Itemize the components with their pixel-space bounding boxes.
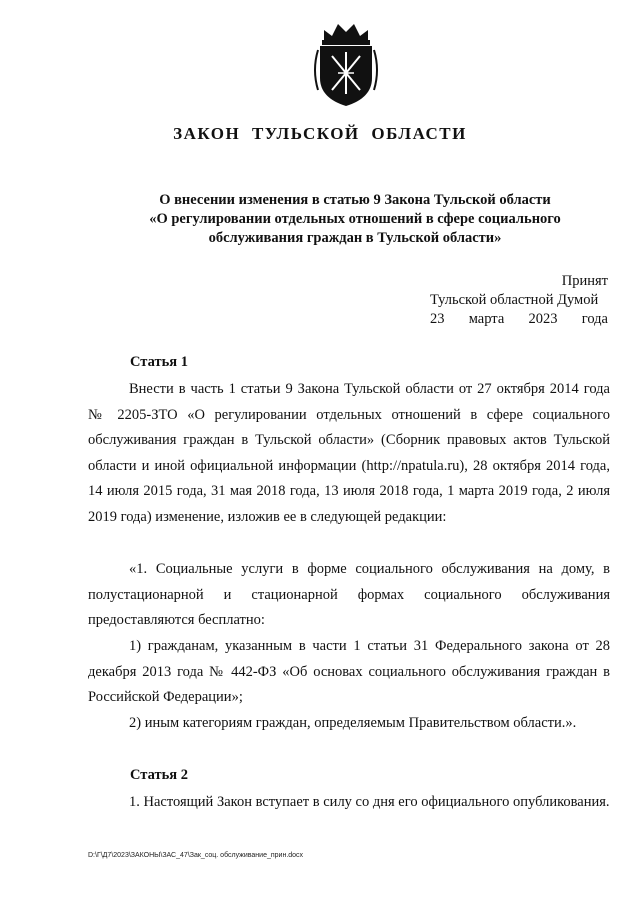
law-title: ЗАКОН ТУЛЬСКОЙ ОБЛАСТИ	[173, 124, 467, 143]
adoption-day: 23	[430, 311, 445, 327]
amendment-item-1: 1) гражданам, указанным в части 1 статьи 31 Федерального закона от 28 декабря 2013 года № 442-ФЗ «Об основах социального обслуживания граждан в Российской Федерации»;	[88, 638, 610, 705]
amendment-item-2: 2) иным категориям граждан, определяемым Правительством области.».	[129, 715, 577, 731]
adopted-label: Принят	[561, 273, 608, 289]
adopted-by: Тульской областной Думой	[430, 292, 599, 308]
tula-coat-of-arms-icon	[310, 20, 382, 108]
law-subject	[120, 191, 590, 248]
subject-line: О внесении изменения в статью 9 Закона Тульской области	[159, 192, 551, 208]
article-1-heading: Статья 1	[130, 354, 188, 370]
article-2-paragraph: 1. Настоящий Закон вступает в силу со дня его официального опубликования.	[129, 794, 610, 810]
adoption-year: 2023	[528, 311, 558, 327]
article-2-heading: Статья 2	[130, 767, 188, 783]
adoption-block	[430, 272, 608, 329]
amendment-paragraph: «1. Социальные услуги в форме социального обслуживания на дому, в полустационарной и стационарной формах социального обслуживания предоставляются бесплатно:	[88, 561, 610, 628]
article-1-paragraph: Внести в часть 1 статьи 9 Закона Тульской области от 27 октября 2014 года № 2205-ЗТО «О регулировании отдельных отношений в сфере социального обслуживания граждан в Тульской области» (Сборник правовых актов Тульской области и иной официальной информации (http://npatula.ru), 28 октября 2014 года, 14 июля 2015 года, 31 мая 2018 года, 13 июля 2018 года, 1 марта 2019 года, 2 июля 2019 года) изменение, изложив ее в следующей редакции:	[88, 381, 610, 525]
adoption-year-word: года	[581, 311, 608, 327]
subject-line: «О регулировании отдельных отношений в сфере социального	[149, 211, 561, 227]
file-path-footer: D:\Г\Д7\2023\ЗАКОНЫ\ЗАС_47\Зак_соц. обслуживание_прин.docx	[88, 852, 304, 859]
subject-line: обслуживания граждан в Тульской области»	[208, 230, 502, 246]
adoption-date	[430, 310, 608, 329]
adoption-month: марта	[468, 311, 505, 327]
